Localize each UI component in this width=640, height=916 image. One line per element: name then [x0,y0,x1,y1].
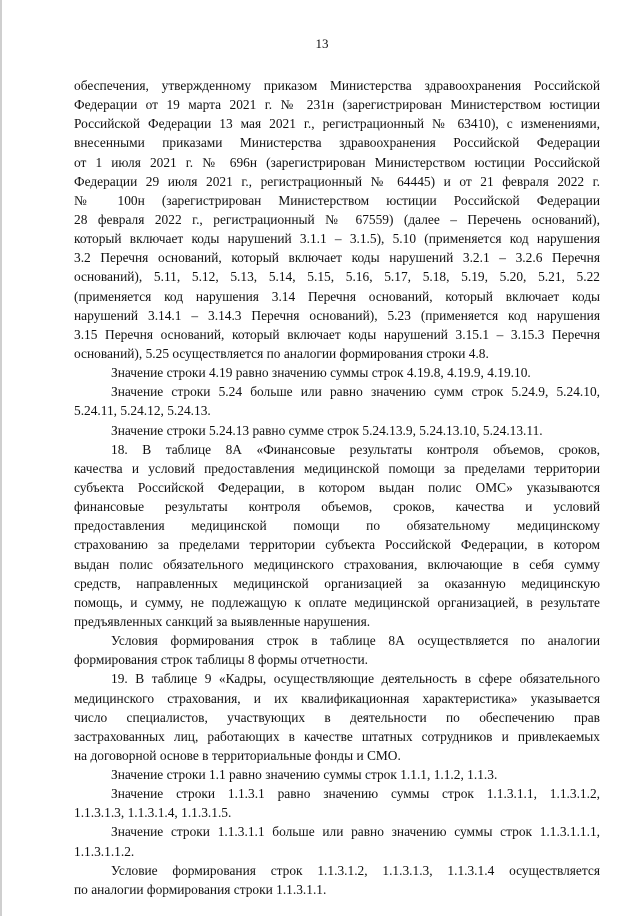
text-line: субъекта Российской Федерации, в котором выдан полис ОМС» указываются [74,479,600,495]
text-line: внесенными приказами Министерства здравоохранения Российской Федерации [74,135,600,151]
text-line: от 1 июля 2021 г. № 696н (зарегистрирован Министерством юстиции Российской [74,154,600,170]
text-line: оснований), 5.11, 5.12, 5.13, 5.14, 5.15, 5.16, 5.17, 5.18, 5.19, 5.20, 5.21, 5.22 [74,269,600,285]
text-line: 5.24.11, 5.24.12, 5.24.13. [74,403,211,419]
text-line: Федерации от 19 марта 2021 г. № 231н (зарегистрирован Министерством юстиции [74,97,600,113]
text-line: 1.1.3.1.1.2. [74,843,135,859]
text-line: по аналогии формирования строки 1.1.3.1.1. [74,881,327,897]
text-line: Федерации 29 июля 2021 г., регистрационный № 64445) и от 21 февраля 2022 г. [74,173,600,189]
text-line: Значение строки 5.24.13 равно сумме строк 5.24.13.9, 5.24.13.10, 5.24.13.11. [111,422,543,438]
document-body [74,76,600,899]
text-line: Российской Федерации 13 мая 2021 г., регистрационный № 63410), с изменениями, [74,116,600,132]
text-line: Значение строки 1.1.3.1.1 больше или равно значению суммы строк 1.1.3.1.1.1, [111,824,600,840]
text-line: 28 февраля 2022 г., регистрационный № 67559) (далее – Перечень оснований), [74,211,600,227]
text-line: Значение строки 1.1.3.1 равно значению суммы строк 1.1.3.1.1, 1.1.3.1.2, [111,786,600,802]
text-line: средств, направленных медицинской организацией за оказанную медицинскую [74,575,600,591]
page-number: 13 [315,36,329,51]
text-line: Значение строки 5.24 больше или равно значению сумм строк 5.24.9, 5.24.10, [111,384,600,400]
text-line: финансовые результаты контроля объемов, сроков, качества и условий [74,499,600,515]
text-line: 3.15 Перечня оснований, который включает коды нарушений 3.15.1 – 3.15.3 Перечня [74,326,600,342]
text-line: Условия формирования строк в таблице 8А осуществляется по аналогии [111,633,600,649]
text-line: предъявленных санкций за выявленные нарушения. [74,613,371,629]
text-line: который включает коды нарушений 3.1.1 – 3.1.5), 5.10 (применяется код нарушения [74,231,600,247]
text-line: Значение строки 1.1 равно значению суммы строк 1.1.1, 1.1.2, 1.1.3. [111,767,498,783]
text-line: выдан полис обязательного медицинского страхования, включающие в себя сумму [74,556,600,572]
text-line: (применяется код нарушения 3.14 Перечня оснований, который включает коды [74,288,600,304]
text-line: качества и условий предоставления медицинской помощи за пределами территории [74,460,600,476]
text-line: на договорной основе в территориальные фонды и СМО. [74,747,401,763]
text-line: № 100н (зарегистрирован Министерством юстиции Российской Федерации [74,192,600,208]
text-line: предоставления медицинской помощи по обязательному медицинскому [74,518,600,534]
text-line: обеспечения, утвержденному приказом Министерства здравоохранения Российской [74,78,600,93]
text-line: формирования строк таблицы 8 формы отчетности. [74,652,368,668]
text-line: страхованию за пределами территории субъекта Российской Федерации, в котором [74,537,600,553]
text-line: 19. В таблице 9 «Кадры, осуществляющие деятельность в сфере обязательного [111,671,600,687]
text-line: Условие формирования строк 1.1.3.1.2, 1.1.3.1.3, 1.1.3.1.4 осуществляется [111,862,600,878]
text-line: оснований), 5.25 осуществляется по аналогии формирования строки 4.8. [74,345,489,361]
text-line: помощь, и сумму, не подлежащую к оплате медицинской организацией, в результате [74,594,600,610]
text-line: нарушений 3.14.1 – 3.14.3 Перечня оснований), 5.23 (применяется код нарушения [74,307,600,323]
text-line: медицинского страхования, и их квалификационная характеристика» указывается [74,690,600,706]
text-line: 3.2 Перечня оснований, который включает коды нарушений 3.2.1 – 3.2.6 Перечня [74,250,600,266]
text-line: 18. В таблице 8А «Финансовые результаты контроля объемов, сроков, [111,441,600,457]
text-line: 1.1.3.1.3, 1.1.3.1.4, 1.1.3.1.5. [74,805,232,821]
text-line: застрахованных лиц, работающих в качестве штатных сотрудников и привлекаемых [74,728,600,744]
text-line: Значение строки 4.19 равно значению суммы строк 4.19.8, 4.19.9, 4.19.10. [111,365,531,381]
text-line: число специалистов, участвующих в деятельности по обеспечению прав [74,709,600,725]
